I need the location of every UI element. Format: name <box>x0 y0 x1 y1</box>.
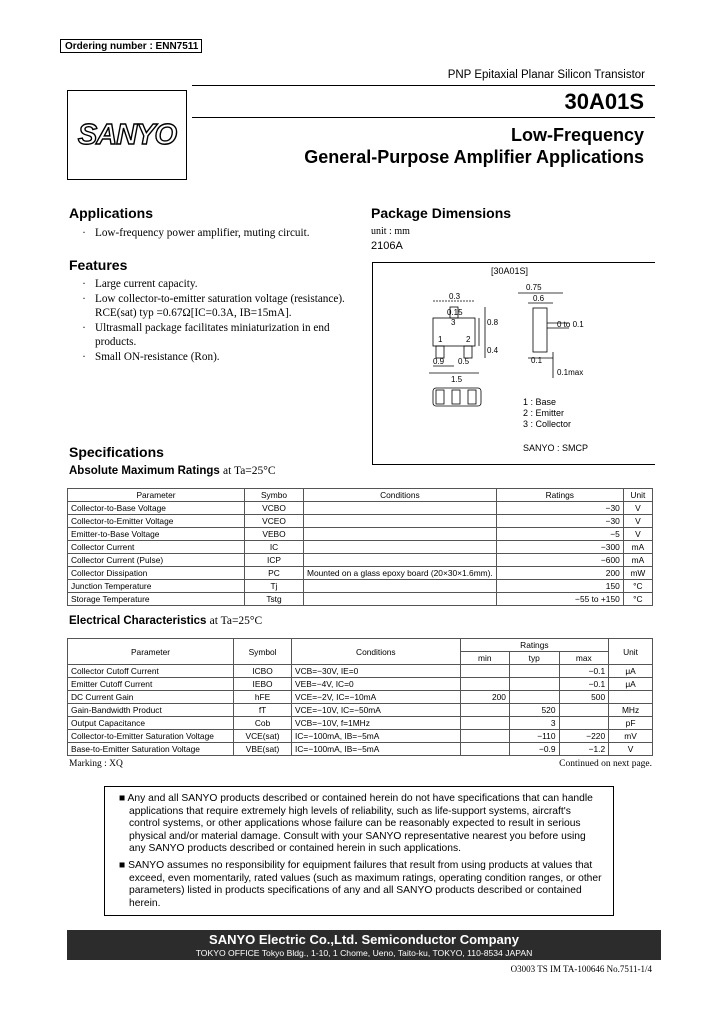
cell-symbol: VBE(sat) <box>234 743 292 756</box>
cell-symbol: Tj <box>245 580 304 593</box>
cell-conditions <box>304 541 497 554</box>
cell-typ: 520 <box>509 704 559 717</box>
cell-rating: −5 <box>496 528 623 541</box>
footer-address: TOKYO OFFICE Tokyo Bldg., 1-10, 1 Chome, Ueno, Taito-ku, TOKYO, 110-8534 JAPAN <box>195 948 533 958</box>
header-cell: Conditions <box>304 489 497 502</box>
cell-parameter: Collector Current (Pulse) <box>68 554 245 567</box>
cell-conditions: VCB=−30V, IE=0 <box>292 665 461 678</box>
cell-rating: 150 <box>496 580 623 593</box>
header-cell: Parameter <box>68 489 245 502</box>
pin-number: 3 <box>451 318 456 327</box>
feature-text: Low collector-to-emitter saturation voltage (resistance). <box>95 292 345 305</box>
package-heading: Package Dimensions <box>371 205 512 221</box>
cell-unit: pF <box>609 717 653 730</box>
package-outline-drawing <box>373 263 656 466</box>
cell-symbol: PC <box>245 567 304 580</box>
cell-parameter: Base-to-Emitter Saturation Voltage <box>68 743 234 756</box>
cell-max: −220 <box>559 730 609 743</box>
cell-symbol: VCE(sat) <box>234 730 292 743</box>
list-item-continued <box>73 335 373 350</box>
cell-max <box>559 704 609 717</box>
continued-note: Continued on next page. <box>559 759 652 769</box>
list-item: · Low collector-to-emitter saturation voltage (resistance). <box>82 292 345 305</box>
cell-rating: 200 <box>496 567 623 580</box>
table-row <box>68 691 653 704</box>
table-row <box>68 502 653 515</box>
ordering-number: Ordering number : ENN7511 <box>60 39 202 53</box>
table-row <box>68 704 653 717</box>
cell-min <box>460 743 509 756</box>
cell-rating: −30 <box>496 515 623 528</box>
applications-list <box>73 226 363 241</box>
sanyo-logo <box>67 90 187 180</box>
cell-parameter: Output Capacitance <box>68 717 234 730</box>
dim-label: 0.4 <box>487 346 499 355</box>
cell-typ: 3 <box>509 717 559 730</box>
elec-char-heading: Electrical Characteristics <box>69 615 207 627</box>
dim-label: 0.1 <box>531 356 543 365</box>
notice-text: Any and all SANYO products described or contained herein do not have specifications that can handle applications that require extremely high levels of reliability, such as life-support systems, aircraft's control systems, or other applications whose failure can be reasonably expected to result in serious physical and/or material damage. Consult with your SANYO representative nearest you before using any SANYO products described or contained herein in such applications. <box>127 793 593 855</box>
cell-typ: −110 <box>509 730 559 743</box>
elec-char-title <box>69 615 262 627</box>
cell-conditions <box>304 528 497 541</box>
abs-max-title <box>69 465 276 477</box>
subheader-cell: typ <box>509 652 559 665</box>
cell-conditions <box>304 580 497 593</box>
cell-unit: MHz <box>609 704 653 717</box>
cell-symbol: VEBO <box>245 528 304 541</box>
dim-label: 0.9 <box>433 357 445 366</box>
feature-text: products. <box>95 336 137 348</box>
table-row <box>68 665 653 678</box>
cell-conditions: Mounted on a glass epoxy board (20×30×1.6mm). <box>304 567 497 580</box>
package-label: [30A01S] <box>491 266 529 276</box>
cell-typ <box>509 678 559 691</box>
cell-max: −0.1 <box>559 678 609 691</box>
list-item: · Large current capacity. <box>82 278 198 290</box>
square-bullet-icon: ■ <box>119 793 126 804</box>
transistor-type: PNP Epitaxial Planar Silicon Transistor <box>447 69 645 81</box>
cell-conditions <box>304 515 497 528</box>
cell-symbol: ICBO <box>234 665 292 678</box>
subheader-cell: min <box>460 652 509 665</box>
cell-parameter: Storage Temperature <box>68 593 245 606</box>
cell-parameter: Collector Current <box>68 541 245 554</box>
cell-conditions: VCE=−10V, IC=−50mA <box>292 704 461 717</box>
cell-parameter: Gain-Bandwidth Product <box>68 704 234 717</box>
cell-parameter: Collector Dissipation <box>68 567 245 580</box>
cell-min <box>460 665 509 678</box>
cell-conditions <box>304 502 497 515</box>
cell-unit: mA <box>623 554 652 567</box>
logo-text: SANYO <box>77 118 177 151</box>
abs-max-table <box>67 488 653 606</box>
cell-parameter: Collector-to-Base Voltage <box>68 502 245 515</box>
cell-min <box>460 717 509 730</box>
cell-unit: °C <box>623 580 652 593</box>
square-bullet-icon: ■ <box>119 859 126 871</box>
feature-text: Ultrasmall package facilitates miniaturization in end <box>95 321 330 334</box>
table-row <box>68 580 653 593</box>
dim-label: 0.75 <box>526 283 542 292</box>
dim-label: 0.8 <box>487 318 499 327</box>
title-line-1: Low-Frequency <box>510 125 644 145</box>
table-row <box>68 593 653 606</box>
dim-label: 0.6 <box>533 294 545 303</box>
list-item-continued <box>73 306 373 321</box>
cell-conditions: VCE=−2V, IC=−10mA <box>292 691 461 704</box>
table-row <box>68 717 653 730</box>
feature-text: Large current capacity. <box>95 278 198 290</box>
package-unit: unit : mm <box>371 226 410 237</box>
cell-unit: μA <box>609 665 653 678</box>
cell-unit: V <box>623 502 652 515</box>
cell-unit: mA <box>623 541 652 554</box>
table-row <box>68 541 653 554</box>
cell-parameter: Emitter-to-Base Voltage <box>68 528 245 541</box>
subheader-cell: max <box>559 652 609 665</box>
cell-parameter: Collector-to-Emitter Voltage <box>68 515 245 528</box>
application-text: Low-frequency power amplifier, muting circuit. <box>95 227 310 239</box>
cell-symbol: hFE <box>234 691 292 704</box>
cell-typ: −0.9 <box>509 743 559 756</box>
cell-parameter: Collector-to-Emitter Saturation Voltage <box>68 730 234 743</box>
cell-max: 500 <box>559 691 609 704</box>
table-row <box>68 743 653 756</box>
cell-parameter: Emitter Cutoff Current <box>68 678 234 691</box>
elec-char-condition: at Ta=25°C <box>209 615 263 627</box>
pin-collector: 3 : Collector <box>523 419 572 429</box>
cell-max: −0.1 <box>559 665 609 678</box>
pin-number: 2 <box>466 335 471 344</box>
cell-parameter: Junction Temperature <box>68 580 245 593</box>
cell-conditions: VCB=−10V, f=1MHz <box>292 717 461 730</box>
table-row <box>68 678 653 691</box>
document-title <box>304 124 644 168</box>
cell-symbol: ICP <box>245 554 304 567</box>
notice-paragraph <box>119 793 603 856</box>
cell-symbol: VCBO <box>245 502 304 515</box>
cell-rating: −55 to +150 <box>496 593 623 606</box>
footer-bar <box>67 930 661 960</box>
notice-box <box>104 786 614 916</box>
document-code: O3003 TS IM TA-100646 No.7511-1/4 <box>510 964 652 974</box>
footer-company: SANYO Electric Co.,Ltd. Semiconductor Company <box>209 932 519 947</box>
cell-unit: V <box>623 528 652 541</box>
header-rule-bottom <box>192 117 655 118</box>
cell-min <box>460 704 509 717</box>
specifications-heading: Specifications <box>69 444 164 460</box>
cell-conditions <box>304 554 497 567</box>
list-item: · Small ON-resistance (Ron). <box>82 350 220 363</box>
cell-min <box>460 678 509 691</box>
cell-typ <box>509 691 559 704</box>
table-header-row <box>68 489 653 502</box>
cell-min: 200 <box>460 691 509 704</box>
header-cell: Symbol <box>234 639 292 665</box>
table-row <box>68 515 653 528</box>
cell-max: −1.2 <box>559 743 609 756</box>
dim-label: 1.5 <box>451 375 463 384</box>
cell-rating: −30 <box>496 502 623 515</box>
pin-legend <box>523 397 571 430</box>
cell-min <box>460 730 509 743</box>
part-number: 30A01S <box>564 89 644 114</box>
cell-symbol: VCEO <box>245 515 304 528</box>
notice-paragraph <box>119 860 603 910</box>
abs-max-condition: at Ta=25°C <box>223 465 276 477</box>
cell-conditions <box>304 593 497 606</box>
list-item: · Low-frequency power amplifier, muting circuit. <box>82 227 310 239</box>
cell-unit: mV <box>609 730 653 743</box>
abs-max-heading: Absolute Maximum Ratings <box>69 465 220 477</box>
applications-heading: Applications <box>69 205 154 221</box>
cell-unit <box>609 691 653 704</box>
cell-symbol: fT <box>234 704 292 717</box>
package-name: SANYO : SMCP <box>523 443 589 453</box>
header-cell: Parameter <box>68 639 234 665</box>
table-row <box>68 730 653 743</box>
header-cell: Unit <box>623 489 652 502</box>
pin-base: 1 : Base <box>523 397 557 407</box>
pin-emitter: 2 : Emitter <box>523 408 565 418</box>
dim-label: 0.5 <box>458 357 470 366</box>
table-header-row <box>68 639 653 652</box>
cell-symbol: IEBO <box>234 678 292 691</box>
cell-unit: V <box>623 515 652 528</box>
header-cell: Ratings <box>496 489 623 502</box>
notice-text: SANYO assumes no responsibility for equipment failures that result from using products at values that exceed, even momentarily, rated values (such as maximum ratings, operating condition ranges, or other parameters) listed in products specifications of any and all SANYO products described or contained herein. <box>128 859 602 909</box>
header-cell: Unit <box>609 639 653 665</box>
header-rule-top <box>192 85 655 86</box>
feature-text: Small ON-resistance (Ron). <box>95 350 220 363</box>
feature-text: RCE(sat) typ =0.67Ω[IC=0.3A, IB=15mA]. <box>95 307 292 319</box>
cell-symbol: Tstg <box>245 593 304 606</box>
cell-unit: °C <box>623 593 652 606</box>
table-row <box>68 554 653 567</box>
cell-parameter: Collector Cutoff Current <box>68 665 234 678</box>
package-drawing <box>372 262 655 465</box>
cell-max <box>559 717 609 730</box>
features-list <box>73 277 373 364</box>
features-heading: Features <box>69 257 128 273</box>
cell-unit: V <box>609 743 653 756</box>
marking: Marking : XQ <box>69 759 123 769</box>
cell-rating: −600 <box>496 554 623 567</box>
dim-label: 0.15 <box>447 308 463 317</box>
table-row <box>68 528 653 541</box>
cell-typ <box>509 665 559 678</box>
dim-label: 0.1max <box>557 368 584 377</box>
cell-conditions: VEB=−4V, IC=0 <box>292 678 461 691</box>
title-line-2: General-Purpose Amplifier Applications <box>304 147 644 167</box>
header-cell: Symbo <box>245 489 304 502</box>
elec-char-table <box>67 638 653 756</box>
package-code: 2106A <box>371 240 403 252</box>
pin-number: 1 <box>438 335 443 344</box>
cell-unit: μA <box>609 678 653 691</box>
cell-symbol: Cob <box>234 717 292 730</box>
list-item: · Ultrasmall package facilitates miniaturization in end <box>82 321 330 334</box>
cell-conditions: IC=−100mA, IB=−5mA <box>292 743 461 756</box>
cell-rating: −300 <box>496 541 623 554</box>
dim-label: 0 to 0.1 <box>557 320 584 329</box>
table-row <box>68 567 653 580</box>
cell-symbol: IC <box>245 541 304 554</box>
cell-conditions: IC=−100mA, IB=−5mA <box>292 730 461 743</box>
cell-unit: mW <box>623 567 652 580</box>
header-cell: Ratings <box>460 639 609 652</box>
header-cell: Conditions <box>292 639 461 665</box>
cell-parameter: DC Current Gain <box>68 691 234 704</box>
dim-label: 0.3 <box>449 292 461 301</box>
